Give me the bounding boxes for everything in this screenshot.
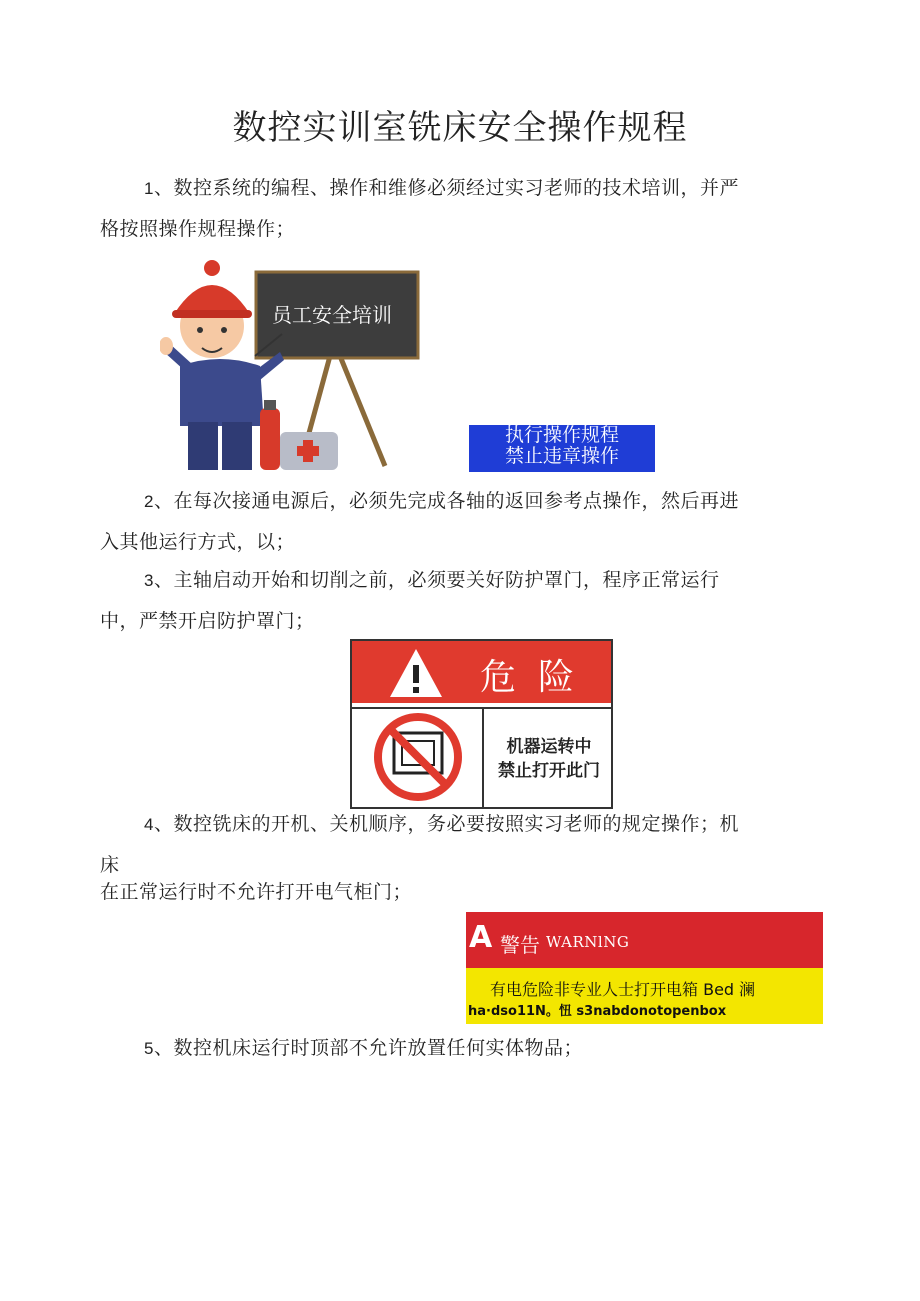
slogan-line-2: 禁止违章操作 — [504, 445, 619, 467]
danger-header — [352, 641, 611, 703]
rule-item-1 — [100, 168, 810, 249]
training-illustration — [160, 256, 430, 474]
warning-title-cn: 警告 — [500, 933, 540, 957]
rule-number: 1 — [144, 179, 154, 198]
warning-title-en: WARNlNG — [546, 933, 630, 951]
rule-number: 4 — [144, 815, 154, 834]
rule-item-2 — [100, 481, 810, 562]
trainer-cartoon-image — [160, 256, 430, 474]
no-open-door-icon — [364, 711, 474, 807]
rule-text: 、数控系统的编程、操作和维修必须经过实习老师的技术培训，并严 — [153, 177, 739, 199]
rule-text-cont: 入其他运行方式，以； — [100, 531, 296, 553]
rule-text: 、主轴启动开始和切削之前，必须要关好防护罩门，程序正常运行 — [153, 569, 720, 591]
rule-item-5 — [100, 1028, 810, 1069]
rule-text-cont: 中，严禁开启防护罩门； — [100, 610, 315, 632]
page-title: 数控实训室铣床安全操作规程 — [232, 108, 688, 148]
warning-body — [466, 968, 823, 1024]
rule-text-cont: 在正常运行时不允许打开电气柜门； — [100, 881, 413, 903]
board-text: 员工安全培训 — [272, 303, 392, 327]
rule-text-cont: 床 — [100, 854, 120, 876]
rule-number: 5 — [144, 1039, 154, 1058]
rule-text-cont: 格按照操作规程操作； — [100, 218, 296, 240]
warning-line-1: 有电危险非专业人士打开电箱 Bed 澜 — [490, 980, 756, 999]
warning-triangle-icon — [386, 645, 446, 701]
slogan-line-1: 执行操作规程 — [504, 424, 619, 446]
electrical-warning-sign — [466, 912, 823, 1024]
rule-item-3 — [100, 560, 810, 641]
rule-text: 、在每次接通电源后，必须先完成各轴的返回参考点操作，然后再进 — [153, 490, 739, 512]
danger-title: 危险 — [480, 657, 597, 698]
danger-message: 机器运转中 禁止打开此门 — [498, 737, 600, 781]
danger-sign — [350, 639, 613, 809]
rule-item-4-cont — [100, 872, 810, 912]
rule-text: 、数控机床运行时顶部不允许放置任何实体物品； — [153, 1037, 583, 1059]
rule-slogan-sign — [469, 425, 655, 472]
warning-line-2: ha·dso11N。忸 s3nabdonotopenbox — [468, 1004, 727, 1019]
rule-number: 2 — [144, 492, 154, 511]
rule-number: 3 — [144, 571, 154, 590]
warning-letter: A — [469, 920, 493, 955]
warning-header — [466, 912, 823, 968]
rule-text: 、数控铣床的开机、关机顺序，务必要按照实习老师的规定操作；机 — [153, 813, 739, 835]
